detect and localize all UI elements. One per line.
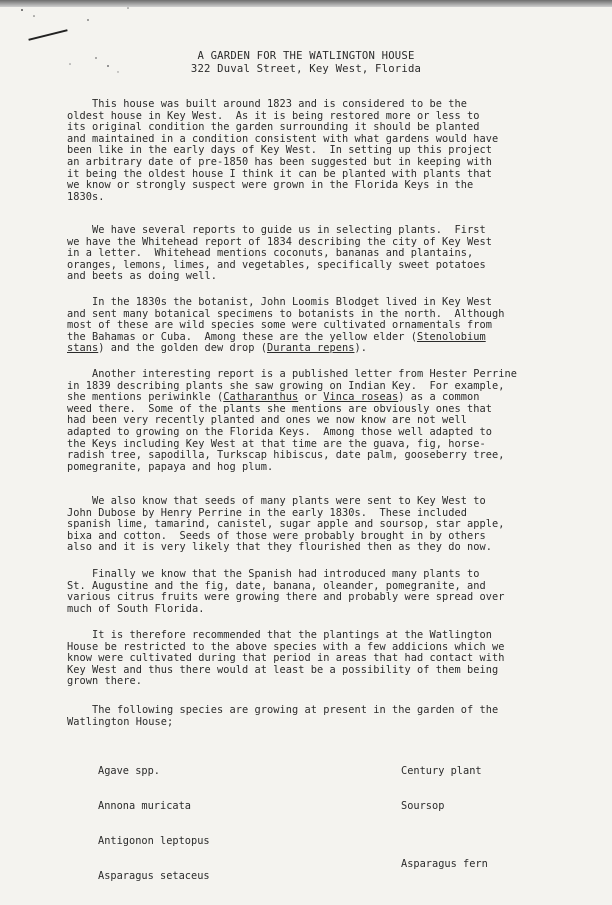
text-line: Finally we know that the Spanish had introduced many plants to	[67, 568, 480, 580]
text-line: most of these are wild species some were cultivated ornamentals from	[67, 319, 492, 332]
text-line: in a letter. Whitehead mentions coconuts, bananas and plantains,	[67, 247, 474, 260]
text-line: This house was built around 1823 and is considered to be the	[67, 98, 467, 110]
text-line: adapted to growing on the Florida Keys. Among those well adapted to	[67, 425, 492, 438]
text-line: bixa and cotton. Seeds of those were probably brought in by others	[67, 529, 486, 542]
species-name: Asparagus setaceus	[98, 869, 210, 882]
text-line: 1830s.	[67, 190, 105, 203]
text-line: we have the Whitehead report of 1834 describing the city of Key West	[67, 235, 492, 248]
paragraph	[67, 369, 587, 473]
common-name: Soursop	[401, 799, 445, 812]
text-line: oranges, lemons, limes, and vegetables, specifically sweet potatoes	[67, 258, 486, 271]
document-subtitle: 322 Duval Street, Key West, Florida	[190, 63, 422, 75]
document-title: A GARDEN FOR THE WATLINGTON HOUSE	[197, 50, 415, 62]
text-line: we know or strongly suspect were grown in the Florida Keys in the	[67, 179, 474, 192]
text-line: also and it is very likely that they flourished then as they do now.	[67, 541, 492, 554]
text-line: weed there. Some of the plants she mentions are obviously ones that	[67, 402, 492, 415]
text-line: grown there.	[67, 675, 142, 688]
text-line: Another interesting report is a published letter from Hester Perrine	[67, 368, 517, 380]
text-line: Key West and thus there would at least be a possibility of them being	[67, 663, 499, 676]
text-line: We have several reports to guide us in selecting plants. First	[67, 224, 486, 236]
text-line: It is therefore recommended that the plantings at the Watlington	[67, 629, 492, 641]
text-line: and maintained in a condition consistent with what gardens would have	[67, 132, 499, 145]
species-name: Agave spp.	[98, 765, 160, 778]
paragraph	[67, 297, 587, 355]
text-line: in 1839 describing plants she saw growing on Indian Key. For example,	[67, 379, 505, 392]
paragraph	[67, 705, 587, 728]
species-name: Annona muricata	[98, 799, 191, 812]
text-line: and sent many botanical specimens to botanists in the north. Although	[67, 307, 505, 320]
text-line: stans) and the golden dew drop (Duranta repens).	[67, 342, 367, 355]
text-line: John Dubose by Henry Perrine in the early 1830s. These included	[67, 506, 467, 519]
paragraph	[67, 496, 587, 554]
species-name: Antigonon leptopus	[98, 834, 210, 847]
text-line: pomegranite, papaya and hog plum.	[67, 460, 274, 473]
text-line: had been very recently planted and ones we now know are not well	[67, 414, 467, 427]
text-line: radish tree, sapodilla, Turkscap hibiscus, date palm, gooseberry tree,	[67, 449, 505, 462]
text-line: it being the oldest house I think it can be planted with plants that	[67, 167, 492, 180]
text-line: oldest house in Key West. As it is being restored more or less to	[67, 109, 480, 122]
text-line: and beets as doing well.	[67, 270, 217, 283]
text-line: she mentions periwinkle (Catharanthus or Vinca roseas) as a common	[67, 391, 480, 404]
text-line: We also know that seeds of many plants were sent to Key West to	[67, 495, 486, 507]
text-line: Watlington House;	[67, 715, 174, 728]
paragraph	[67, 569, 587, 615]
species-list-common	[401, 743, 488, 894]
text-line: an arbitrary date of pre-1850 has been suggested but in keeping with	[67, 155, 492, 168]
common-name: Asparagus fern	[401, 857, 488, 870]
paragraph	[67, 630, 587, 688]
text-line: St. Augustine and the fig, date, banana, oleander, pomegranite, and	[67, 579, 486, 592]
common-name: Century plant	[401, 765, 482, 778]
text-line: been like in the early days of Key West. In setting up this project	[67, 144, 492, 157]
text-line: the Bahamas or Cuba. Among these are the yellow elder (Stenolobium	[67, 330, 486, 343]
text-line: The following species are growing at present in the garden of the	[67, 704, 499, 716]
text-line: much of South Florida.	[67, 602, 205, 615]
scan-specks	[0, 0, 200, 90]
text-line: the Keys including Key West at that time are the guava, fig, horse-	[67, 437, 486, 450]
text-line: In the 1830s the botanist, John Loomis Blodget lived in Key West	[67, 296, 492, 308]
species-list-scientific	[98, 743, 210, 905]
text-line: House be restricted to the above species with a few addicions which we	[67, 640, 505, 653]
paragraph	[67, 225, 587, 283]
text-line: its original condition the garden surrounding it should be planted	[67, 121, 480, 134]
paragraph	[67, 99, 587, 203]
text-line: spanish lime, tamarind, canistel, sugar apple and soursop, star apple,	[67, 518, 505, 531]
text-line: know were cultivated during that period in areas that had contact with	[67, 652, 505, 665]
text-line: various citrus fruits were growing there and probably were spread over	[67, 591, 505, 604]
